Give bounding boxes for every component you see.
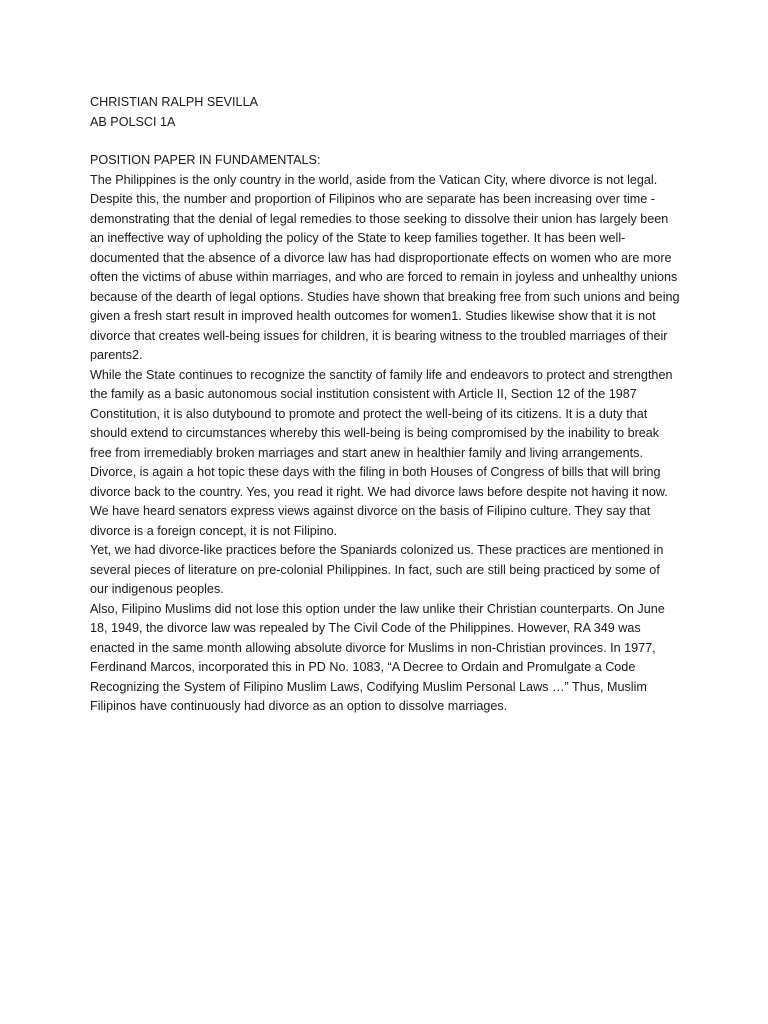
paper-title: POSITION PAPER IN FUNDAMENTALS: [90, 153, 321, 167]
paragraph-6: Also, Filipino Muslims did not lose this option under the law unlike their Christian counterparts. On June 18, 1949, the divorce law was repealed by The Civil Code of the Philippines. However, RA 349 was enacted in the same month allowing absolute divorce for Muslims in non-Christian provinces. In 1977, Ferdinand Marcos, incorporated this in PD No. 1083, “A Decree to Ordain and Promulgate a Code Recognizing the System of Filipino Muslim Laws, Codifying Muslim Personal Laws …” Thus, Muslim Filipinos have continuously had divorce as an option to dissolve marriages. [90, 601, 665, 713]
course-name: AB POLSCI 1A [90, 114, 176, 129]
author-name: CHRISTIAN RALPH SEVILLA [90, 95, 258, 109]
paragraph-5: Yet, we had divorce-like practices before the Spaniards colonized us. These practices are mentioned in several pieces of literature on pre-colonial Philippines. In fact, such are still being practiced by some of our indigenous peoples. [90, 543, 664, 596]
paragraph-1: The Philippines is the only country in the world, aside from the Vatican City, where divorce is not legal. Despite this, the number and proportion of Filipinos who are separate has been increasing over time - demonstrating that the denial of legal remedies to those seeking to dissolve their union has largely been an ineffective way of upholding the policy of the State to keep families together. It has been well-documented that the absence of a divorce law has had disproportionate effects on women who are more often the victims of abuse within marriages, and who are forced to remain in joyless and unhealthy unions because of the dearth of legal options. Studies have shown that breaking free from such unions and being given a fresh start result in improved health outcomes for women1. Studies likewise show that it is not divorce that creates well-being issues for children, it is bearing witness to the troubled marriages of their parents2. [90, 172, 680, 362]
paragraph-4: We have heard senators express views against divorce on the basis of Filipino culture. They say that divorce is a foreign concept, it is not Filipino. [90, 504, 651, 538]
document-body [90, 93, 680, 717]
paragraph-2: While the State continues to recognize the sanctity of family life and endeavors to protect and strengthen the family as a basic autonomous social institution consistent with Article II, Section 12 of the 1987 Constitution, it is also dutybound to promote and protect the well-being of its citizens. It is a duty that should extend to circumstances whereby this well-being is being compromised by the inability to break free from irremediably broken marriages and start anew in healthier family and living arrangements. [90, 367, 673, 460]
paragraph-3: Divorce, is again a hot topic these days with the filing in both Houses of Congress of bills that will bring divorce back to the country. Yes, you read it right. We had divorce laws before despite not having it now. [90, 465, 668, 499]
